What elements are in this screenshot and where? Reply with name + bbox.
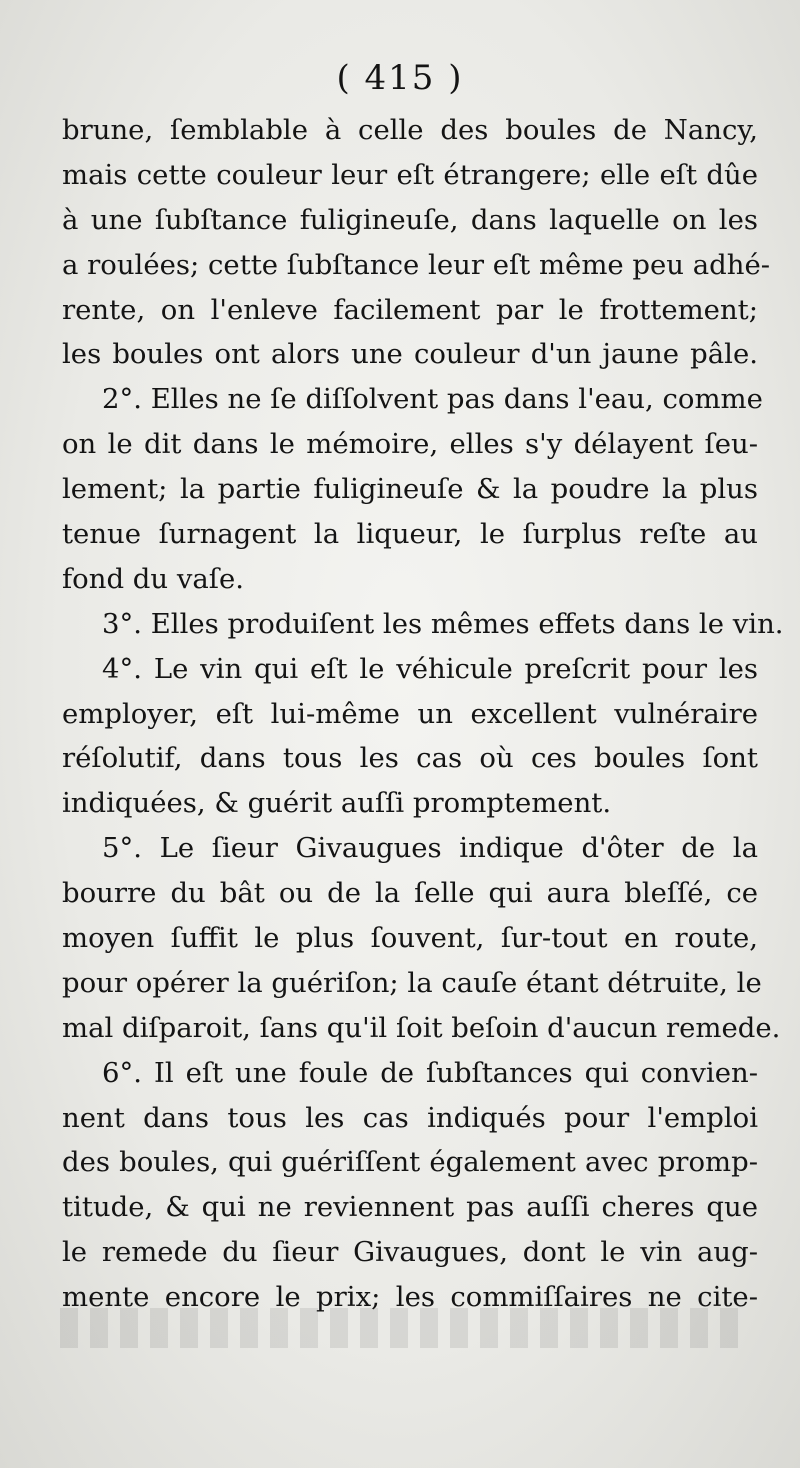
text-line: a roulées; cette ſubſtance leur eſt même peu adhé- xyxy=(62,248,771,281)
text-line: 3°. Elles produiſent les mêmes effets dans le vin. xyxy=(102,607,784,640)
text-line: 6°. Il eſt une foule de ſubſtances qui convien- xyxy=(102,1056,758,1089)
text-line: le remede du ſieur Givaugues, dont le vin aug- xyxy=(62,1236,758,1269)
text-line: bourre du bât ou de la ſelle qui aura bleſſé, ce xyxy=(62,877,758,910)
text-line: 4°. Le vin qui eſt le véhicule preſcrit pour les xyxy=(102,652,758,685)
text-line: pour opérer la guériſon; la cauſe étant détruite, le xyxy=(62,966,762,999)
text-line: des boules, qui guériſſent également avec promp- xyxy=(62,1146,758,1179)
text-line: mal diſparoit, ſans qu'il ſoit beſoin d'aucun remede. xyxy=(62,1011,781,1044)
text-line: brune, ſemblable à celle des boules de Nancy, xyxy=(62,114,758,146)
bleed-through-shadow xyxy=(60,1308,740,1348)
text-line: indiquées, & guérit auſſi promptement. xyxy=(62,787,612,820)
text-line: réſolutif, dans tous les cas où ces boules ſont xyxy=(62,742,758,775)
text-line: à une ſubſtance fuligineuſe, dans laquelle on les xyxy=(62,203,758,236)
text-line: nent dans tous les cas indiqués pour l'emploi xyxy=(62,1101,758,1134)
text-line: on le dit dans le mémoire, elles s'y délayent ſeu- xyxy=(62,428,758,461)
text-line: fond du vaſe. xyxy=(62,562,244,595)
text-line: lement; la partie fuligineuſe & la poudre la plus xyxy=(62,473,758,506)
body-text xyxy=(62,108,784,1320)
text-line: titude, & qui ne reviennent pas auſſi cheres que xyxy=(62,1191,758,1224)
text-line: 2°. Elles ne ſe diſſolvent pas dans l'eau, comme xyxy=(102,383,763,416)
text-line: mais cette couleur leur eſt étrangere; elle eſt dûe xyxy=(62,158,758,191)
text-line: les boules ont alors une couleur d'un jaune pâle. xyxy=(62,338,758,371)
text-line: mente encore le prix; les commiſſaires ne cite- xyxy=(62,1281,758,1314)
text-line: rente, on l'enleve facilement par le frottement; xyxy=(62,293,758,326)
text-line: tenue ſurnagent la liqueur, le ſurplus reſte au xyxy=(62,518,758,551)
page-number: ( 415 ) xyxy=(336,58,464,98)
text-line: employer, eſt lui-même un excellent vulnéraire xyxy=(62,697,758,730)
text-line: 5°. Le ſieur Givaugues indique d'ôter de la xyxy=(102,832,758,865)
text-line: moyen ſuffit le plus ſouvent, ſur-tout en route, xyxy=(62,922,758,955)
